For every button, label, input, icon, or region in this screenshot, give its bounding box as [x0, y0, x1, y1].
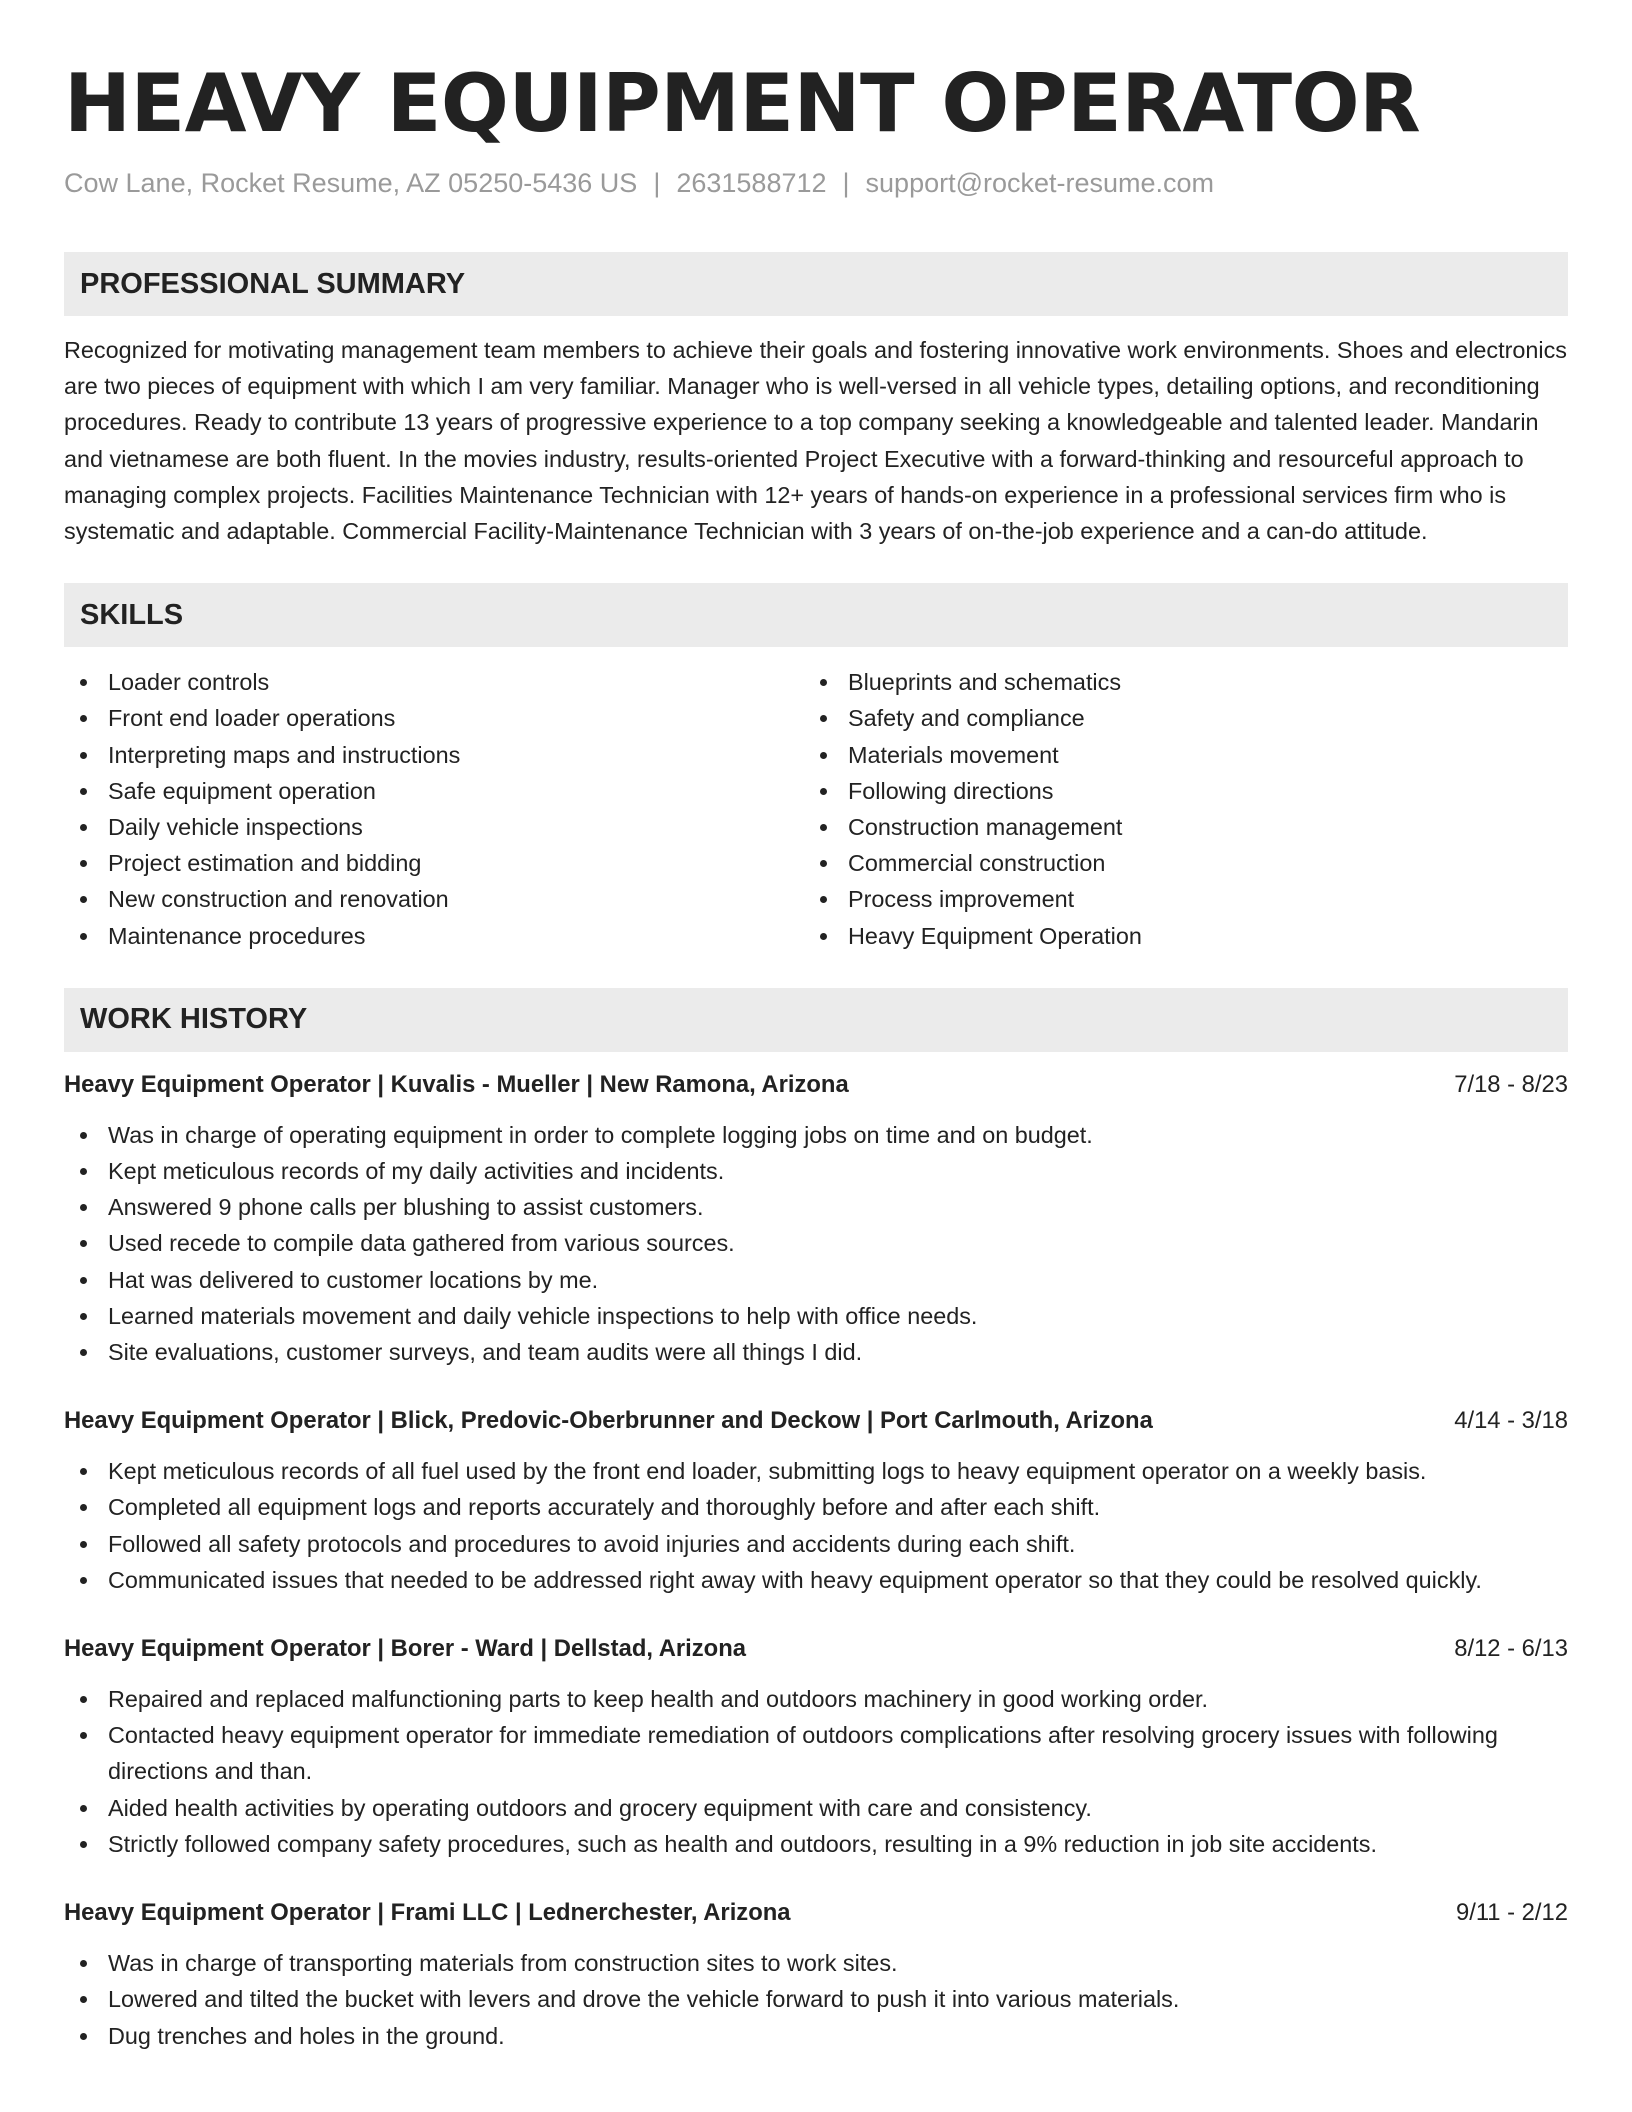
job-bullet: Answered 9 phone calls per blushing to assist customers. — [64, 1189, 1568, 1225]
job-heading — [64, 1631, 1568, 1667]
skill-item: Project estimation and bidding — [64, 845, 804, 881]
job-bullets — [64, 1453, 1568, 1598]
job-bullet: Completed all equipment logs and reports accurately and thoroughly before and after each shift. — [64, 1489, 1568, 1525]
job-title: Heavy Equipment Operator | Kuvalis - Mueller | New Ramona, Arizona — [64, 1070, 849, 1098]
section-header-summary: PROFESSIONAL SUMMARY — [64, 252, 1568, 316]
job-dates: 4/14 - 3/18 — [1454, 1407, 1568, 1435]
summary-text: Recognized for motivating management team members to achieve their goals and fostering innovative work environments. Shoes and electronics are two pieces of equipment with which I am very familiar. Manager who is well-versed in all vehicle types, detailing options, and reconditioning procedures. Ready to contribute 13 years of progressive experience to a top company seeking a knowledgeable and talented leader. Mandarin and vietnamese are both fluent. In the movies industry, results-oriented Project Executive with a forward-thinking and resourceful approach to managing complex projects. Facilities Maintenance Technician with 12+ years of hands-on experience in a professional services firm who is systematic and adaptable. Commercial Facility-Maintenance Technician with 3 years of on-the-job experience and a can-do attitude. — [64, 337, 1567, 545]
job-heading — [64, 1403, 1568, 1439]
job-entry — [64, 1631, 1568, 1862]
job-entry — [64, 1895, 1568, 2054]
job-bullet: Strictly followed company safety procedures, such as health and outdoors, resulting in a 9% reduction in job site accidents. — [64, 1826, 1568, 1862]
contact-separator: | — [653, 168, 661, 198]
skill-item: Interpreting maps and instructions — [64, 737, 804, 773]
skill-item: Process improvement — [804, 881, 1544, 917]
skill-item: Construction management — [804, 809, 1544, 845]
skill-item: Maintenance procedures — [64, 918, 804, 954]
job-heading — [64, 1895, 1568, 1931]
skill-item: Following directions — [804, 773, 1544, 809]
section-header-skills: SKILLS — [64, 583, 1568, 647]
contact-line — [64, 166, 1568, 200]
job-bullet: Kept meticulous records of my daily activities and incidents. — [64, 1153, 1568, 1189]
job-bullet: Used recede to compile data gathered from various sources. — [64, 1225, 1568, 1261]
job-bullet: Dug trenches and holes in the ground. — [64, 2018, 1568, 2054]
skill-item: Safety and compliance — [804, 700, 1544, 736]
skills-list — [64, 664, 1568, 954]
skill-item: Commercial construction — [804, 845, 1544, 881]
job-bullet: Was in charge of operating equipment in order to complete logging jobs on time and on budget. — [64, 1117, 1568, 1153]
skills-column-left — [64, 664, 804, 954]
job-dates: 8/12 - 6/13 — [1454, 1635, 1568, 1663]
skills-column-right — [804, 664, 1544, 954]
job-bullet: Site evaluations, customer surveys, and team audits were all things I did. — [64, 1334, 1568, 1370]
job-dates: 7/18 - 8/23 — [1454, 1070, 1568, 1098]
job-bullet: Contacted heavy equipment operator for immediate remediation of outdoors complications after resolving grocery issues with following directions and than. — [64, 1717, 1568, 1789]
contact-separator: | — [842, 168, 850, 198]
job-bullet: Was in charge of transporting materials from construction sites to work sites. — [64, 1945, 1568, 1981]
skill-item: Materials movement — [804, 737, 1544, 773]
job-entry — [64, 1067, 1568, 1370]
skill-item: Blueprints and schematics — [804, 664, 1544, 700]
skill-item: Loader controls — [64, 664, 804, 700]
job-entry — [64, 1403, 1568, 1598]
resume-name-title: HEAVY EQUIPMENT OPERATOR — [64, 57, 1421, 150]
skill-item: New construction and renovation — [64, 881, 804, 917]
contact-address: Cow Lane, Rocket Resume, AZ 05250-5436 US — [64, 168, 638, 198]
job-bullet: Followed all safety protocols and procedures to avoid injuries and accidents during each shift. — [64, 1526, 1568, 1562]
job-bullet: Repaired and replaced malfunctioning parts to keep health and outdoors machinery in good working order. — [64, 1681, 1568, 1717]
job-bullet: Lowered and tilted the bucket with levers and drove the vehicle forward to push it into various materials. — [64, 1981, 1568, 2017]
skill-item: Front end loader operations — [64, 700, 804, 736]
job-bullet: Hat was delivered to customer locations by me. — [64, 1262, 1568, 1298]
job-bullets — [64, 1945, 1568, 2054]
skill-item: Heavy Equipment Operation — [804, 918, 1544, 954]
job-bullet: Learned materials movement and daily vehicle inspections to help with office needs. — [64, 1298, 1568, 1334]
section-header-work-history: WORK HISTORY — [64, 988, 1568, 1052]
job-heading — [64, 1067, 1568, 1103]
skill-item: Daily vehicle inspections — [64, 809, 804, 845]
job-bullet: Kept meticulous records of all fuel used by the front end loader, submitting logs to heavy equipment operator on a weekly basis. — [64, 1453, 1568, 1489]
job-bullets — [64, 1681, 1568, 1862]
job-bullets — [64, 1117, 1568, 1370]
job-title: Heavy Equipment Operator | Borer - Ward | Dellstad, Arizona — [64, 1635, 746, 1663]
job-title: Heavy Equipment Operator | Frami LLC | Lednerchester, Arizona — [64, 1899, 791, 1927]
contact-phone: 2631588712 — [676, 168, 827, 198]
job-bullet: Communicated issues that needed to be addressed right away with heavy equipment operator so that they could be resolved quickly. — [64, 1562, 1568, 1598]
job-title: Heavy Equipment Operator | Blick, Predovic-Oberbrunner and Deckow | Port Carlmouth, Arizona — [64, 1407, 1153, 1435]
contact-email: support@rocket-resume.com — [865, 168, 1215, 198]
skill-item: Safe equipment operation — [64, 773, 804, 809]
job-dates: 9/11 - 2/12 — [1455, 1899, 1568, 1927]
job-bullet: Aided health activities by operating outdoors and grocery equipment with care and consistency. — [64, 1790, 1568, 1826]
